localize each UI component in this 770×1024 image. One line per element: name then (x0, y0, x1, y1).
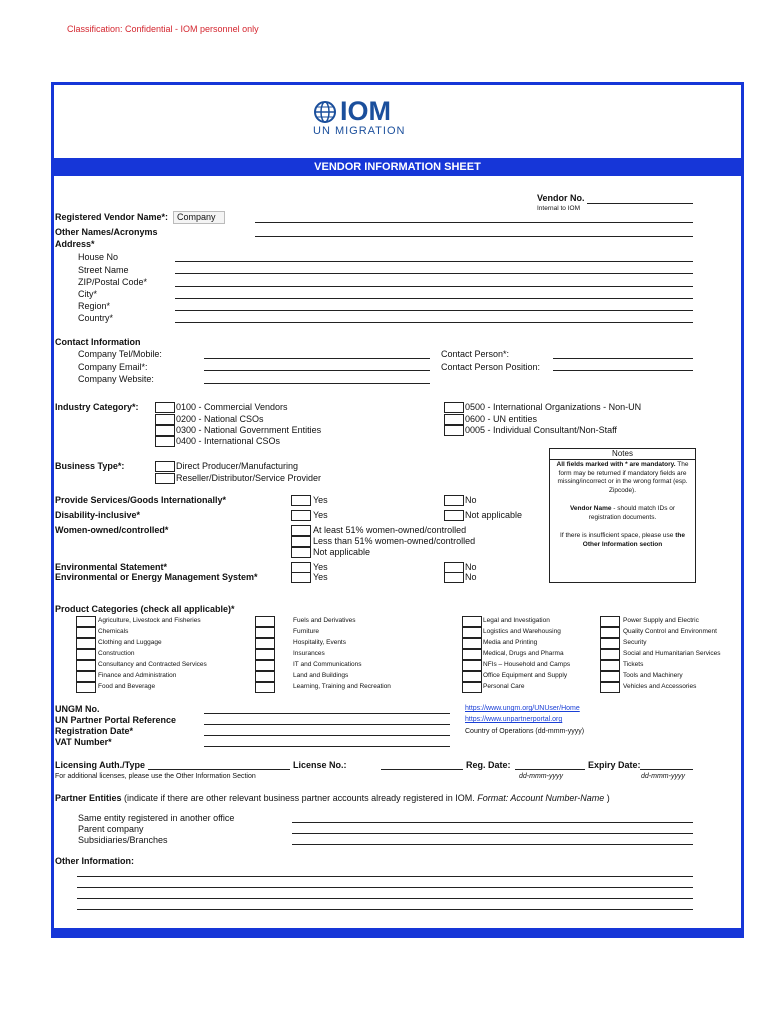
product-category-label: Social and Humanitarian Services (623, 650, 721, 657)
provide-services-no-label: No (465, 495, 477, 505)
reg-date-label: Reg. Date: (466, 760, 511, 770)
product-categories-label: Product Categories (check all applicable)* (55, 604, 235, 614)
logo-name: IOM (340, 96, 391, 126)
contact-email-field[interactable] (204, 370, 430, 371)
vendor-no-label: Vendor No. (537, 193, 585, 203)
address-zip-label: ZIP/Postal Code* (78, 277, 148, 287)
partner-parent-field[interactable] (292, 833, 693, 834)
product-category-label: Legal and Investigation (483, 617, 550, 624)
address-house-label: House No (78, 252, 119, 262)
address-city-field[interactable] (175, 298, 693, 299)
industry-0005-checkbox[interactable] (444, 425, 464, 436)
partner-portal-link[interactable]: https://www.unpartnerportal.org (465, 716, 563, 723)
product-category-checkbox[interactable] (600, 638, 620, 649)
address-street-label: Street Name (78, 265, 129, 275)
notes-vendor-bold: Vendor Name (569, 505, 612, 512)
product-category-checkbox[interactable] (255, 627, 275, 638)
product-category-label: Vehicles and Accessories (623, 683, 697, 690)
address-country-field[interactable] (175, 322, 693, 323)
product-category-checkbox[interactable] (600, 682, 620, 693)
notes-space (554, 532, 691, 549)
partner-entities-close: ) (604, 793, 610, 803)
provide-services-yes-checkbox[interactable] (291, 495, 311, 506)
environmental-system-label: Environmental or Energy Management System* (55, 572, 258, 582)
reg-date-field[interactable] (515, 769, 585, 770)
provide-services-label: Provide Services/Goods Internationally* (55, 495, 227, 505)
product-category-label: Furniture (293, 628, 320, 635)
product-category-checkbox[interactable] (462, 616, 482, 627)
women-51-label: At least 51% women-owned/controlled (313, 525, 467, 535)
classification-label: Classification: Confidential - IOM personnel only (67, 24, 259, 34)
product-category-checkbox[interactable] (600, 649, 620, 660)
environmental-statement-label: Environmental Statement* (55, 562, 168, 572)
product-category-checkbox[interactable] (600, 627, 620, 638)
business-reseller-checkbox[interactable] (155, 473, 175, 484)
product-category-checkbox[interactable] (76, 649, 96, 660)
notes-mandatory (554, 461, 691, 495)
contact-position-field[interactable] (553, 370, 693, 371)
product-category-checkbox[interactable] (462, 649, 482, 660)
disability-yes-checkbox[interactable] (291, 510, 311, 521)
vat-field[interactable] (204, 746, 450, 747)
registered-name-value[interactable]: Company (173, 211, 225, 224)
licensing-note: For additional licenses, please use the Other Information Section (55, 773, 256, 780)
product-category-label: Finance and Administration (98, 672, 177, 679)
industry-0500-checkbox[interactable] (444, 402, 464, 413)
address-country-label: Country* (78, 313, 114, 323)
product-category-label: Chemicals (98, 628, 129, 635)
partner-entities-heading (55, 793, 610, 804)
product-category-checkbox[interactable] (76, 627, 96, 638)
women-na-checkbox[interactable] (291, 547, 311, 558)
women-na-label: Not applicable (313, 547, 371, 557)
product-category-label: Fuels and Derivatives (293, 617, 356, 624)
partner-entities-format: Format: Account Number-Name (474, 793, 605, 803)
provide-services-no-checkbox[interactable] (444, 495, 464, 506)
women-owned-label: Women-owned/controlled* (55, 525, 169, 535)
product-category-label: NFIs – Household and Camps (483, 661, 571, 668)
product-category-label: IT and Communications (293, 661, 362, 668)
notes-title: Notes (550, 449, 695, 460)
product-category-label: Office Equipment and Supply (483, 672, 568, 679)
product-category-label: Security (623, 639, 647, 646)
product-category-label: Medical, Drugs and Pharma (483, 650, 564, 657)
women-less-label: Less than 51% women-owned/controlled (313, 536, 476, 546)
women-less-checkbox[interactable] (291, 536, 311, 547)
notes-mandatory-rest: The form may be returned if mandatory fields are missing/incorrect or in the wrong format (esp. Zipcode). (557, 461, 689, 494)
product-category-label: Tickets (623, 661, 644, 668)
product-category-label: Quality Control and Environment (623, 628, 717, 635)
license-no-field[interactable] (381, 769, 463, 770)
product-category-checkbox[interactable] (462, 627, 482, 638)
other-info-line-1[interactable] (77, 876, 693, 877)
contact-tel-field[interactable] (204, 358, 430, 359)
ungm-link[interactable]: https://www.ungm.org/UNUser/Home (465, 705, 580, 712)
women-51-checkbox[interactable] (291, 525, 311, 536)
expiry-date-format: dd-mmm-yyyy (641, 773, 685, 780)
partner-subsidiaries-field[interactable] (292, 844, 693, 845)
env-system-yes-checkbox[interactable] (291, 572, 311, 583)
env-system-no-label: No (465, 572, 477, 582)
vat-label: VAT Number* (55, 737, 112, 747)
contact-position-label: Contact Person Position: (441, 362, 541, 372)
other-names-field[interactable] (255, 236, 693, 237)
address-house-field[interactable] (175, 261, 693, 262)
industry-0100-checkbox[interactable] (155, 402, 175, 413)
notes-mandatory-bold: All fields marked with * are mandatory. (556, 461, 676, 468)
disability-label: Disability-inclusive* (55, 510, 141, 520)
product-category-checkbox[interactable] (255, 660, 275, 671)
registration-date-label: Registration Date* (55, 726, 134, 736)
logo-subtitle: UN MIGRATION (313, 125, 406, 137)
page-title: VENDOR INFORMATION SHEET (51, 158, 744, 176)
product-category-checkbox[interactable] (600, 616, 620, 627)
other-info-label: Other Information: (55, 856, 134, 866)
address-region-field[interactable] (175, 310, 693, 311)
industry-0200-label: 0200 - National CSOs (176, 414, 264, 424)
contact-website-label: Company Website: (78, 374, 154, 384)
partner-portal-label: UN Partner Portal Reference (55, 715, 177, 725)
provide-services-yes-label: Yes (313, 495, 328, 505)
product-category-checkbox[interactable] (255, 616, 275, 627)
partner-same-entity-label: Same entity registered in another office (78, 813, 235, 823)
contact-person-label: Contact Person*: (441, 349, 510, 359)
product-category-label: Consultancy and Contracted Services (98, 661, 207, 668)
registration-date-field[interactable] (204, 735, 450, 736)
license-no-label: License No.: (293, 760, 347, 770)
industry-0600-checkbox[interactable] (444, 414, 464, 425)
product-category-label: Power Supply and Electric (623, 617, 699, 624)
notes-space-bold: the Other Information section (582, 532, 685, 548)
product-category-checkbox[interactable] (76, 682, 96, 693)
reg-date-format: dd-mmm-yyyy (519, 773, 563, 780)
notes-space-text: If there is insufficient space, please use (560, 532, 674, 539)
registered-name-label: Registered Vendor Name*: (55, 212, 169, 222)
partner-entities-desc: (indicate if there are other relevant business partner accounts already registered in IOM. (121, 793, 475, 803)
env-statement-yes-label: Yes (313, 562, 328, 572)
business-producer-checkbox[interactable] (155, 461, 175, 472)
address-city-label: City* (78, 289, 98, 299)
env-system-no-checkbox[interactable] (444, 572, 464, 583)
product-category-label: Tools and Machinery (623, 672, 683, 679)
contact-email-label: Company Email*: (78, 362, 148, 372)
contact-tel-label: Company Tel/Mobile: (78, 349, 162, 359)
product-category-checkbox[interactable] (76, 616, 96, 627)
partner-subsidiaries-label: Subsidiaries/Branches (78, 835, 168, 845)
product-category-label: Learning, Training and Recreation (293, 683, 391, 690)
industry-0005-label: 0005 - Individual Consultant/Non-Staff (465, 425, 617, 435)
partner-same-entity-field[interactable] (292, 822, 693, 823)
product-category-label: Personal Care (483, 683, 525, 690)
env-statement-no-label: No (465, 562, 477, 572)
disability-yes-label: Yes (313, 510, 328, 520)
industry-0400-label: 0400 - International CSOs (176, 436, 281, 446)
disability-na-label: Not applicable (465, 510, 523, 520)
product-category-label: Insurances (293, 650, 325, 657)
other-names-label: Other Names/Acronyms (55, 227, 158, 237)
notes-box (549, 448, 696, 583)
product-category-checkbox[interactable] (255, 649, 275, 660)
industry-label: Industry Category*: (55, 402, 139, 412)
address-street-field[interactable] (175, 273, 693, 274)
ungm-label: UNGM No. (55, 704, 100, 714)
contact-person-field[interactable] (553, 358, 693, 359)
business-type-label: Business Type*: (55, 461, 125, 471)
contact-label: Contact Information (55, 337, 141, 347)
product-category-checkbox[interactable] (462, 682, 482, 693)
licensing-auth-label: Licensing Auth./Type (55, 760, 146, 770)
contact-website-field[interactable] (204, 383, 430, 384)
notes-vendor-rest: - should match IDs or registration documents. (588, 505, 676, 521)
env-system-yes-label: Yes (313, 572, 328, 582)
partner-portal-field[interactable] (204, 724, 450, 725)
disability-na-checkbox[interactable] (444, 510, 464, 521)
business-reseller-label: Reseller/Distributor/Service Provider (176, 473, 322, 483)
other-info-line-2[interactable] (77, 887, 693, 888)
industry-0300-label: 0300 - National Government Entities (176, 425, 322, 435)
address-zip-field[interactable] (175, 286, 693, 287)
product-category-label: Clothing and Luggage (98, 639, 162, 646)
expiry-date-label: Expiry Date: (588, 760, 641, 770)
vendor-no-field[interactable] (587, 203, 693, 204)
iom-logo-icon (313, 100, 337, 124)
product-category-checkbox[interactable] (76, 671, 96, 682)
footer-bar (51, 928, 744, 938)
notes-vendor (554, 505, 691, 522)
product-category-checkbox[interactable] (255, 671, 275, 682)
product-category-checkbox[interactable] (462, 671, 482, 682)
industry-0300-checkbox[interactable] (155, 425, 175, 436)
partner-parent-label: Parent company (78, 824, 144, 834)
other-info-line-4[interactable] (77, 909, 693, 910)
expiry-date-field[interactable] (640, 769, 693, 770)
other-info-line-3[interactable] (77, 898, 693, 899)
product-category-label: Hospitality, Events (293, 639, 346, 646)
product-category-checkbox[interactable] (76, 638, 96, 649)
product-category-label: Land and Buildings (293, 672, 349, 679)
product-category-checkbox[interactable] (255, 638, 275, 649)
vendor-no-note: Internal to IOM (537, 205, 580, 212)
product-category-checkbox[interactable] (600, 660, 620, 671)
ungm-field[interactable] (204, 713, 450, 714)
industry-0200-checkbox[interactable] (155, 414, 175, 425)
product-category-label: Media and Printing (483, 639, 538, 646)
industry-0600-label: 0600 - UN entities (465, 414, 538, 424)
address-region-label: Region* (78, 301, 111, 311)
country-of-ops-label: Country of Operations (dd-mmm-yyyy) (465, 728, 585, 735)
registered-name-field[interactable] (255, 222, 693, 223)
industry-0400-checkbox[interactable] (155, 436, 175, 447)
business-producer-label: Direct Producer/Manufacturing (176, 461, 299, 471)
partner-entities-label: Partner Entities (55, 793, 122, 803)
product-category-checkbox[interactable] (600, 671, 620, 682)
product-category-checkbox[interactable] (76, 660, 96, 671)
product-category-label: Construction (98, 650, 135, 657)
product-category-checkbox[interactable] (462, 660, 482, 671)
address-label: Address* (55, 239, 95, 249)
industry-0100-label: 0100 - Commercial Vendors (176, 402, 288, 412)
product-category-checkbox[interactable] (255, 682, 275, 693)
product-category-label: Agriculture, Livestock and Fisheries (98, 617, 201, 624)
product-category-label: Logistics and Warehousing (483, 628, 561, 635)
industry-0500-label: 0500 - International Organizations - Non-UN (465, 402, 642, 412)
product-category-checkbox[interactable] (462, 638, 482, 649)
licensing-auth-field[interactable] (148, 769, 290, 770)
product-category-label: Food and Beverage (98, 683, 156, 690)
